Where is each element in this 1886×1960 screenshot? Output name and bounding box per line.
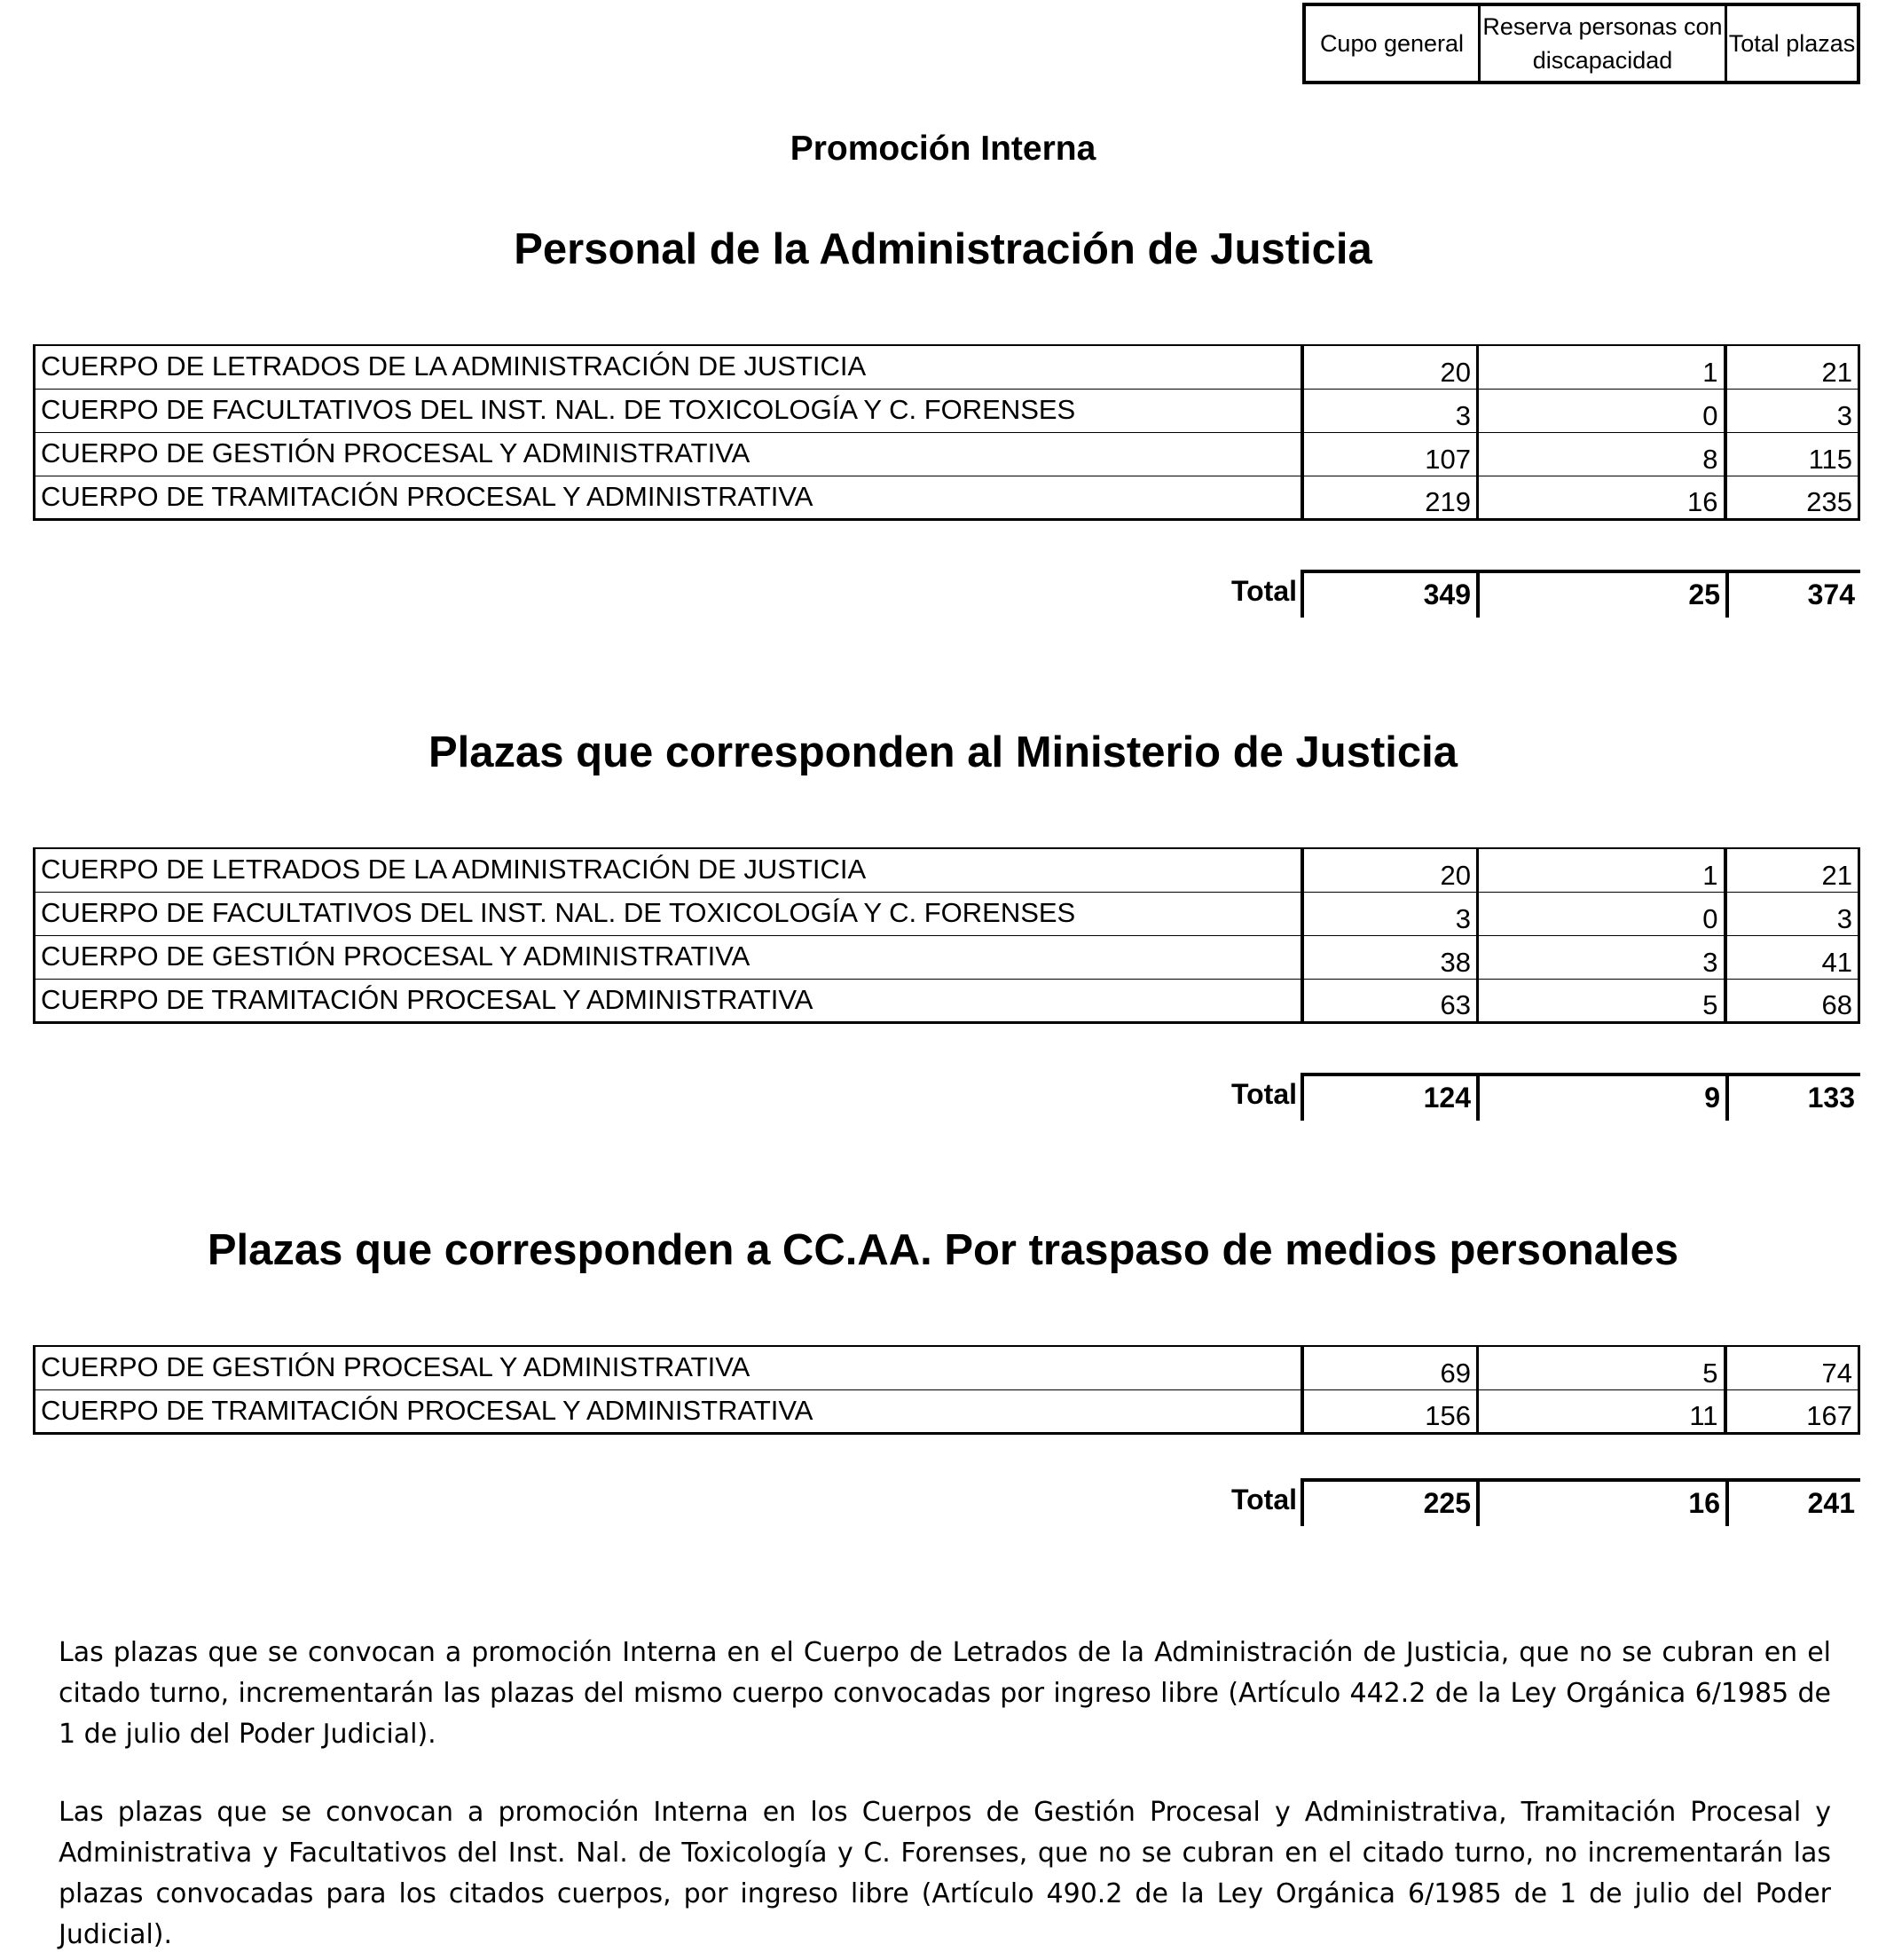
row-name: CUERPO DE TRAMITACIÓN PROCESAL Y ADMINISTRATIVA [35, 979, 1302, 1022]
row-name: CUERPO DE FACULTATIVOS DEL INST. NAL. DE TOXICOLOGÍA Y C. FORENSES [35, 892, 1302, 935]
column-header [1302, 3, 1860, 84]
total-row [1301, 1478, 1860, 1526]
table-row [35, 389, 1859, 432]
total-general: 349 [1304, 573, 1480, 618]
table-ccaa [33, 1345, 1860, 1435]
table-row [35, 935, 1859, 979]
row-reserve: 8 [1478, 432, 1725, 476]
total-general: 124 [1304, 1076, 1480, 1121]
row-name: CUERPO DE TRAMITACIÓN PROCESAL Y ADMINISTRATIVA [35, 1389, 1302, 1433]
table-ministerio [33, 847, 1860, 1024]
table-row [35, 979, 1859, 1022]
table-row [35, 345, 1859, 389]
section-title-ministerio: Plazas que corresponden al Ministerio de Justicia [428, 728, 1458, 776]
table-row [35, 1389, 1859, 1433]
table-row [35, 476, 1859, 519]
row-reserve: 1 [1478, 848, 1725, 892]
total-general: 225 [1304, 1482, 1480, 1526]
header-total-plazas: Total plazas [1728, 30, 1856, 57]
total-label: Total [1230, 575, 1297, 607]
row-name: CUERPO DE GESTIÓN PROCESAL Y ADMINISTRATIVA [41, 1351, 750, 1382]
total-label: Total [1230, 1078, 1297, 1110]
row-general: 69 [1302, 1346, 1478, 1389]
section-title-ccaa: Plazas que corresponden a CC.AA. Por traspaso de medios personales [207, 1226, 1679, 1274]
row-name: CUERPO DE FACULTATIVOS DEL INST. NAL. DE TOXICOLOGÍA Y C. FORENSES [35, 389, 1302, 432]
row-name: CUERPO DE TRAMITACIÓN PROCESAL Y ADMINISTRATIVA [35, 476, 1302, 519]
row-general: 219 [1302, 476, 1478, 519]
total-row [1301, 570, 1860, 618]
row-total: 41 [1725, 935, 1859, 979]
row-total: 74 [1725, 1346, 1859, 1389]
total-total: 241 [1807, 1487, 1855, 1519]
row-name: CUERPO DE GESTIÓN PROCESAL Y ADMINISTRATIVA [35, 935, 1302, 979]
row-reserve: 5 [1478, 1346, 1725, 1389]
table-row [35, 432, 1859, 476]
row-general: 20 [1302, 848, 1478, 892]
row-total: 3 [1725, 389, 1859, 432]
row-reserve: 11 [1478, 1389, 1725, 1433]
note-gestion-tramitacion: Las plazas que se convocan a promoción Interna en los Cuerpos de Gestión Procesal y Administrativa, Tramitación Procesal y Administrativa y Facultativos del Inst. Nal. de Toxicología y C. Forenses, que no se cubran en el citado turno, no incrementarán las plazas convocadas para los citados cuerpos, por ingreso libre (Artículo 490.2 de la Ley Orgánica 6/1985 de 1 de julio del Poder Judicial). [59, 1797, 1831, 1950]
row-reserve: 0 [1478, 389, 1725, 432]
row-general: 3 [1302, 389, 1478, 432]
section-title-personal: Personal de la Administración de Justicia [514, 225, 1372, 273]
total-row [1301, 1073, 1860, 1121]
row-total: 235 [1725, 476, 1859, 519]
header-cupo-general: Cupo general [1306, 6, 1481, 81]
row-name: CUERPO DE GESTIÓN PROCESAL Y ADMINISTRATIVA [35, 432, 1302, 476]
header-reserva-discapacidad: Reserva personas con discapacidad [1481, 6, 1727, 81]
table-row [35, 892, 1859, 935]
table-personal [33, 344, 1860, 521]
row-name: CUERPO DE LETRADOS DE LA ADMINISTRACIÓN DE JUSTICIA [41, 854, 867, 885]
total-reserve: 16 [1480, 1482, 1729, 1526]
row-general: 63 [1302, 979, 1478, 1022]
row-general: 20 [1302, 345, 1478, 389]
total-reserve: 25 [1480, 573, 1729, 618]
row-reserve: 16 [1478, 476, 1725, 519]
row-general: 156 [1302, 1389, 1478, 1433]
total-label: Total [1230, 1484, 1297, 1515]
document-subtitle: Promoción Interna [790, 130, 1096, 168]
table-row [35, 1346, 1859, 1389]
row-reserve: 3 [1478, 935, 1725, 979]
row-name: CUERPO DE LETRADOS DE LA ADMINISTRACIÓN DE JUSTICIA [41, 350, 867, 382]
row-general: 3 [1302, 892, 1478, 935]
row-total: 21 [1725, 345, 1859, 389]
row-reserve: 0 [1478, 892, 1725, 935]
row-general: 38 [1302, 935, 1478, 979]
row-total: 167 [1725, 1389, 1859, 1433]
note-letrados: Las plazas que se convocan a promoción Interna en el Cuerpo de Letrados de la Administración de Justicia, que no se cubran en el citado turno, incrementarán las plazas del mismo cuerpo convocadas por ingreso libre (Artículo 442.2 de la Ley Orgánica 6/1985 de 1 de julio del Poder Judicial). [59, 1637, 1831, 1750]
total-total: 133 [1807, 1082, 1855, 1114]
table-row [35, 848, 1859, 892]
row-reserve: 1 [1478, 345, 1725, 389]
row-reserve: 5 [1478, 979, 1725, 1022]
row-total: 68 [1725, 979, 1859, 1022]
total-total: 374 [1807, 579, 1855, 610]
row-total: 3 [1725, 892, 1859, 935]
row-general: 107 [1302, 432, 1478, 476]
row-total: 21 [1725, 848, 1859, 892]
row-total: 115 [1725, 432, 1859, 476]
total-reserve: 9 [1480, 1076, 1729, 1121]
